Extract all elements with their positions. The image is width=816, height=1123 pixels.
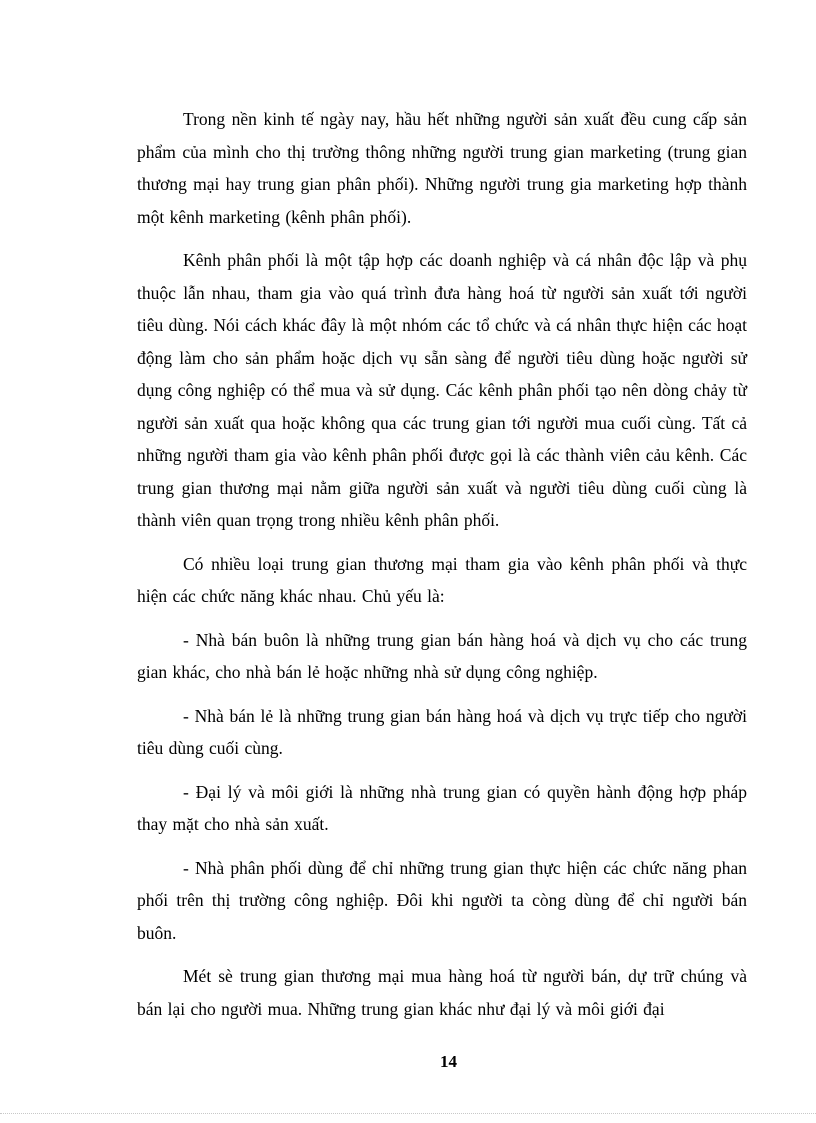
document-body <box>137 103 747 1036</box>
paragraph-channel-definition: Kênh phân phối là một tập hợp các doanh nghiệp và cá nhân độc lập và phụ thuộc lẫn nhau, tham gia vào quá trình đưa hàng hoá từ người sản xuất tới người tiêu dùng. Nói cách khác đây là một nhóm các tổ chức và cá nhân thực hiện các hoạt động làm cho sản phẩm hoặc dịch vụ sẵn sàng để người tiêu dùng hoặc người sử dụng công nghiệp có thể mua và sử dụng. Các kênh phân phối tạo nên dòng chảy từ người sản xuất qua hoặc không qua các trung gian tới người mua cuối cùng. Tất cả những người tham gia vào kênh phân phối được gọi là các thành viên cảu kênh. Các trung gian thương mại nằm giữa người sản xuất và người tiêu dùng cuối cùng là thành viên quan trọng trong nhiều kênh phân phối. <box>137 250 747 530</box>
paragraph-merchant-intermediaries: Mét sè trung gian thương mại mua hàng hoá từ người bán, dự trữ chúng và bán lại cho người mua. Những trung gian khác như đại lý và môi giới đại <box>137 966 747 1019</box>
page-bottom-divider <box>0 1113 816 1114</box>
list-item-distributor: - Nhà phân phối dùng để chỉ những trung gian thực hiện các chức năng phan phối trên thị trường công nghiệp. Đôi khi người ta còng dùng để chỉ người bán buôn. <box>137 857 747 943</box>
list-item-wholesaler: - Nhà bán buôn là những trung gian bán hàng hoá và dịch vụ cho các trung gian khác, cho nhà bán lẻ hoặc những nhà sử dụng công nghiệp. <box>137 629 747 682</box>
list-item-agent-broker: - Đại lý và môi giới là những nhà trung gian có quyền hành động hợp pháp thay mặt cho nhà sản xuất. <box>137 781 747 834</box>
list-item-retailer: - Nhà bán lẻ là những trung gian bán hàng hoá và dịch vụ trực tiếp cho người tiêu dùng cuối cùng. <box>137 705 747 758</box>
paragraph-intro: Trong nền kinh tế ngày nay, hầu hết những người sản xuất đều cung cấp sản phẩm của mình cho thị trường thông những người trung gian marketing (trung gian thương mại hay trung gian phân phối). Những người trung gia marketing hợp thành một kênh marketing (kênh phân phối). <box>137 109 747 227</box>
paragraph-intermediary-types: Có nhiều loại trung gian thương mại tham gia vào kênh phân phối và thực hiện các chức năng khác nhau. Chủ yếu là: <box>137 553 747 606</box>
page-number: 14 <box>440 1052 457 1071</box>
